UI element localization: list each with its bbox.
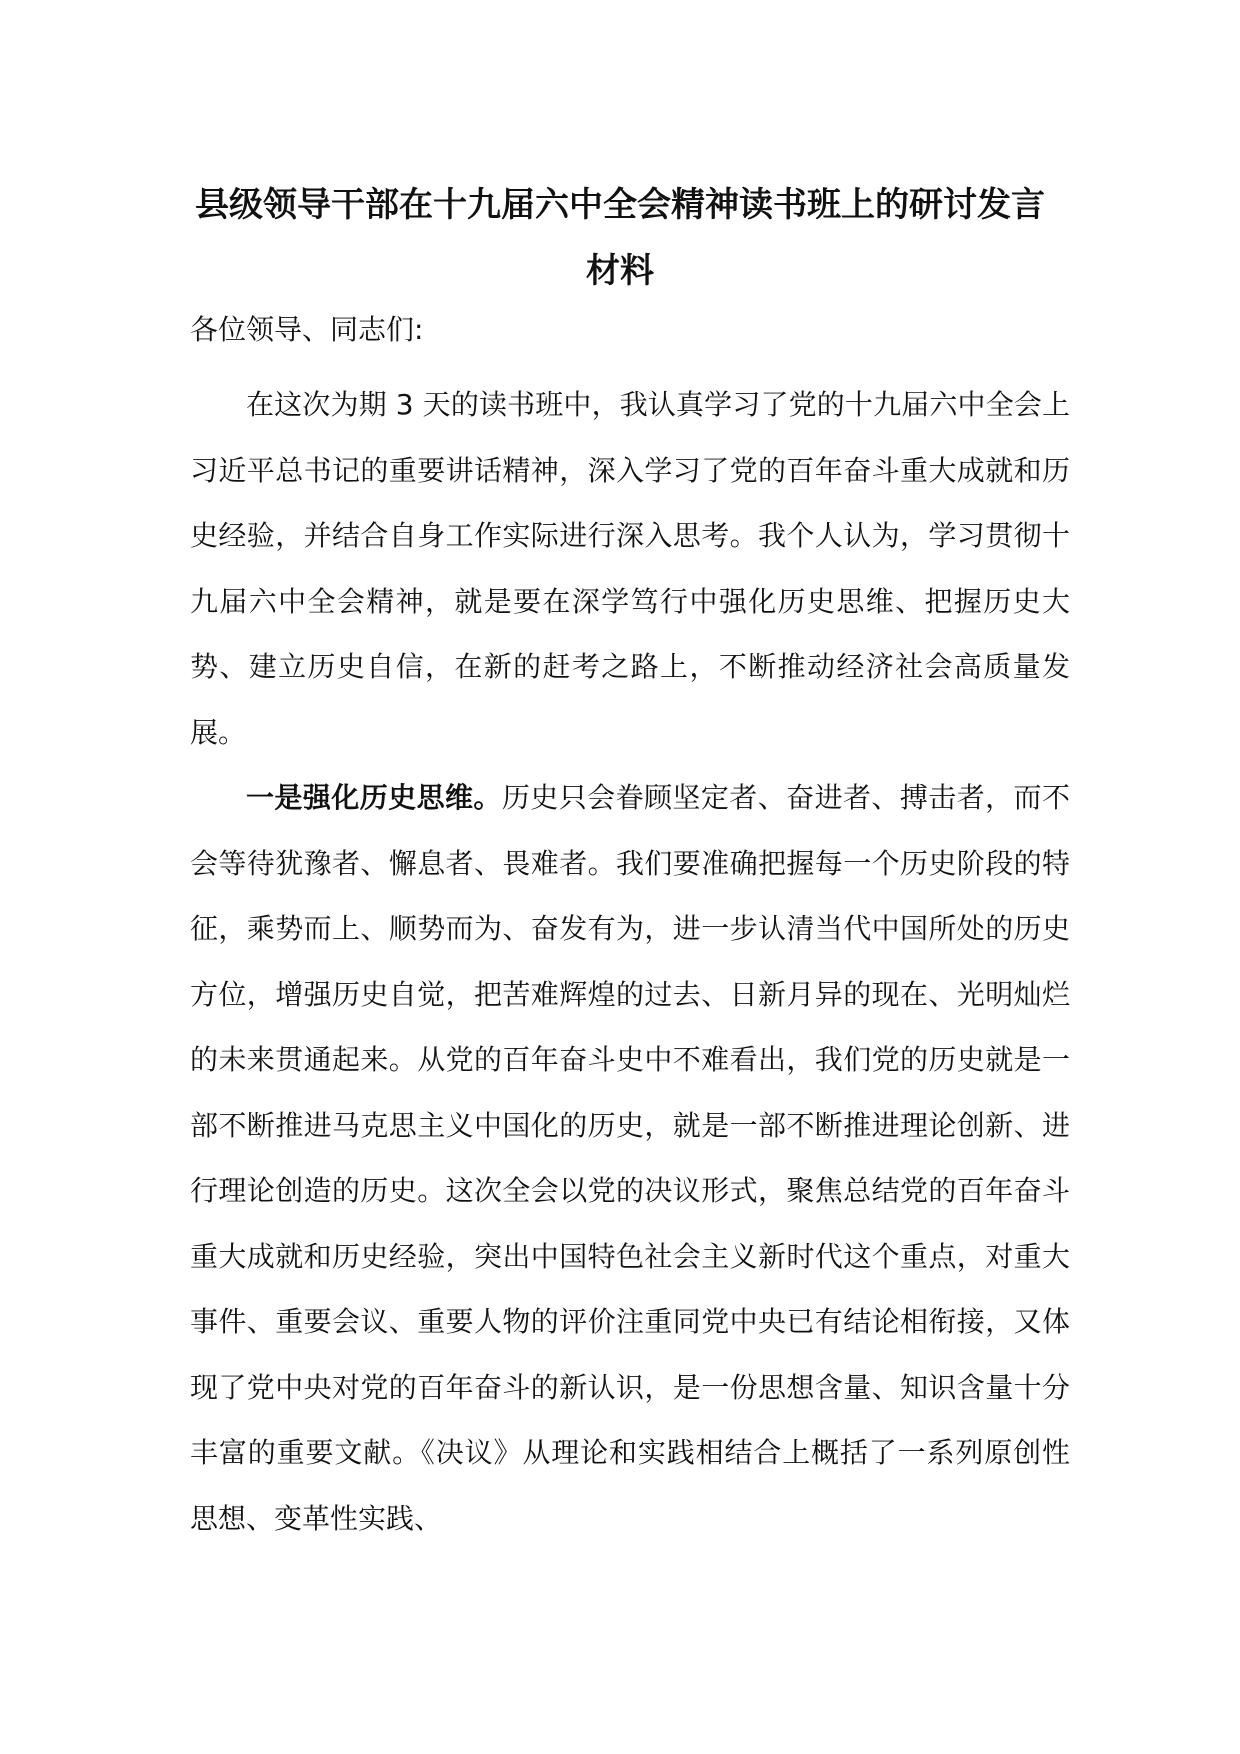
paragraph-lead: 一是强化历史思维。 [246, 781, 502, 814]
paragraph-text: 历史只会眷顾坚定者、奋进者、搏击者，而不会等待犹豫者、懈息者、畏难者。我们要准确把握每一个历史阶段的特征，乘势而上、顺势而为、奋发有为，进一步认清当代中国所处的历史方位，增强历史自觉，把苦难辉煌的过去、日新月异的现在、光明灿烂的未来贯通起来。从党的百年奋斗史中不难看出，我们党的历史就是一部不断推进马克思主义中国化的历史，就是一部不断推进理论创新、进行理论创造的历史。这次全会以党的决议形式，聚焦总结党的百年奋斗重大成就和历史经验，突出中国特色社会主义新时代这个重点，对重大事件、重要会议、重要人物的评价注重同党中央已有结论相衔接，又体现了党中央对党的百年奋斗的新认识，是一份思想含量、知识含量十分丰富的重要文献。《决议》从理论和实践相结合上概括了一系列原创性思想、变革性实践、 [190, 781, 1070, 1535]
paragraph-point-one [190, 765, 1070, 1551]
paragraph-text: 在这次为期 3 天的读书班中，我认真学习了党的十九届六中全会上习近平总书记的重要讲话精神，深入学习了党的百年奋斗重大成就和历史经验，并结合自身工作实际进行深入思考。我个人认为，学习贯彻十九届六中全会精神，就是要在深学笃行中强化历史思维、把握历史大势、建立历史自信，在新的赶考之路上，不断推动经济社会高质量发展。 [190, 388, 1070, 749]
document-title: 县级领导干部在十九届六中全会精神读书班上的研讨发言材料 [195, 185, 1045, 291]
salutation: 各位领导、同志们: [190, 313, 424, 346]
paragraph-intro [190, 372, 1070, 765]
